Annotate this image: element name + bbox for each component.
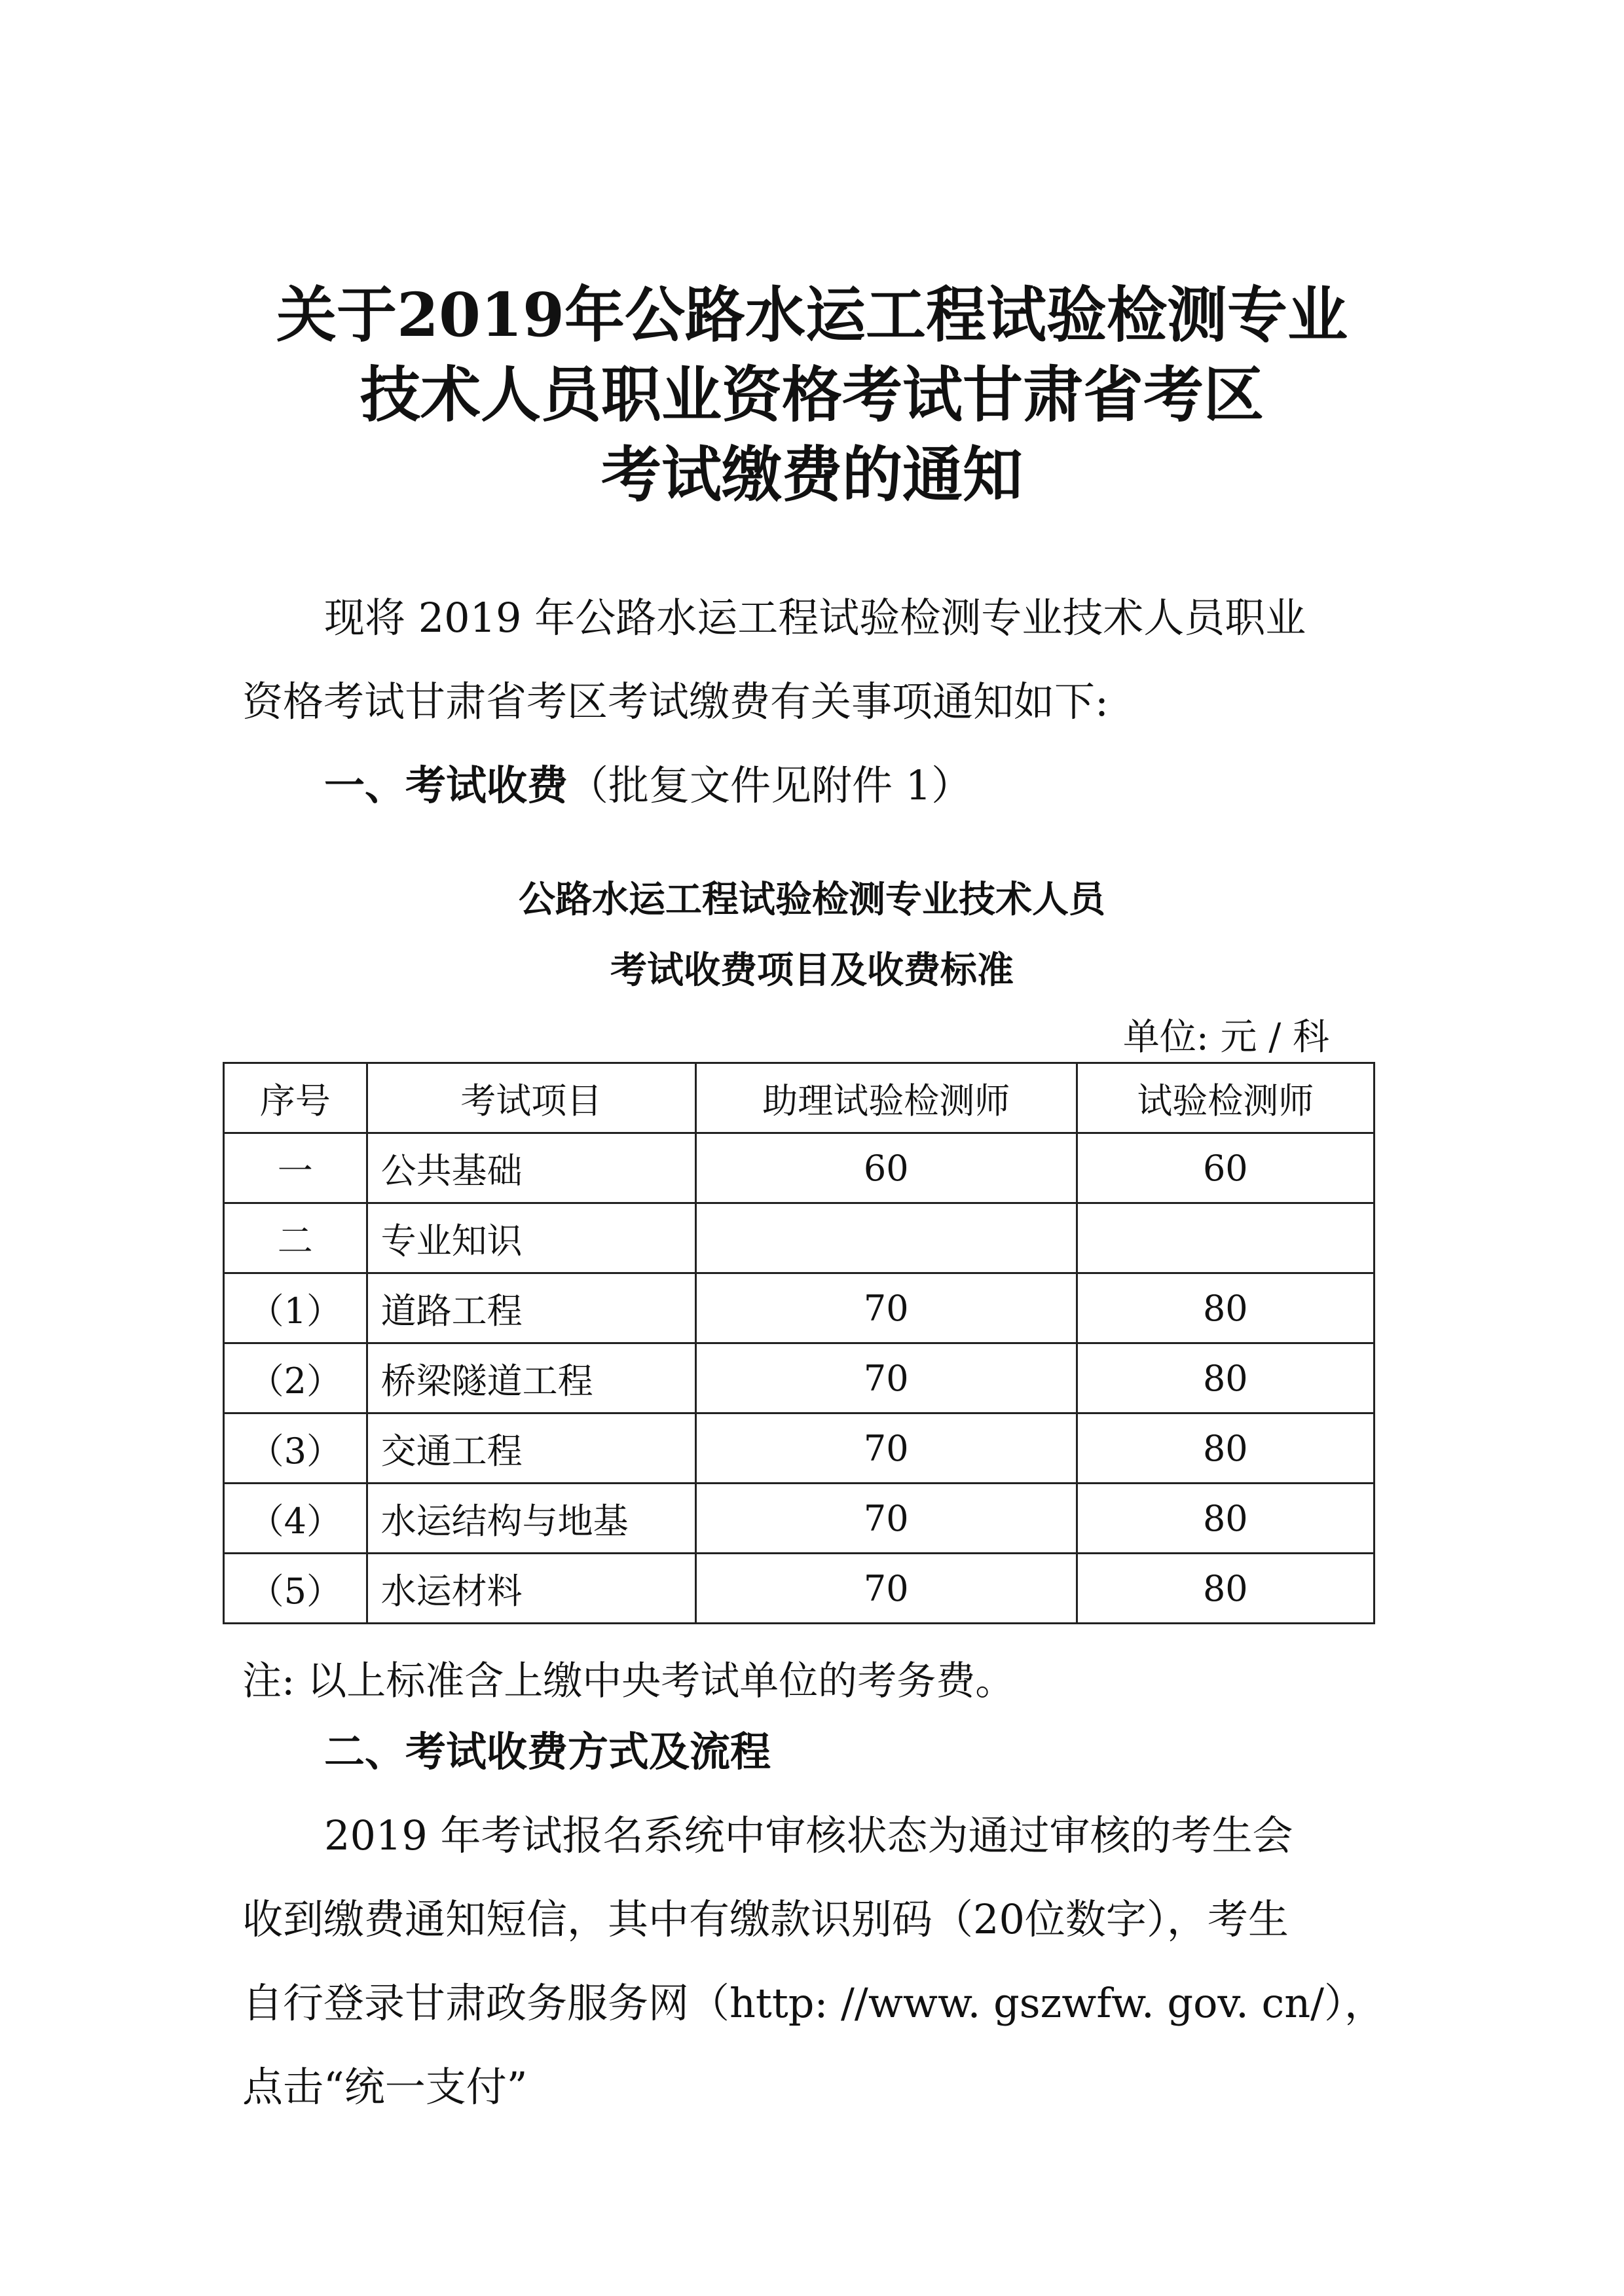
cell-no: （4） (224, 1484, 367, 1554)
cell-assistant-fee (695, 1203, 1077, 1273)
cell-no: （2） (224, 1343, 367, 1413)
cell-item: 桥梁隧道工程 (367, 1343, 695, 1413)
header-item: 考试项目 (367, 1063, 695, 1133)
table-row (224, 1484, 1375, 1554)
table-header-row (224, 1063, 1375, 1133)
table-footnote: 注: 以上标准含上缴中央考试单位的考务费。 (242, 1658, 1015, 1704)
section2-line: 自行登录甘肃政务服务网（http: //www. gszwfw. gov. cn/）， (242, 1979, 1386, 2027)
table-row (224, 1413, 1375, 1484)
title-line: 关于2019年公路水运工程试验检测专业 (276, 280, 1348, 350)
table-title (0, 864, 1624, 1006)
document-title (0, 275, 1624, 515)
section1-heading-line (242, 744, 1356, 828)
cell-engineer-fee: 60 (1077, 1133, 1374, 1203)
section1-heading: 一、考试收费 (324, 761, 568, 809)
section2-paragraph (242, 1710, 1386, 2129)
section2-line: 点击“统一支付” (242, 2063, 528, 2111)
title-line: 考试缴费的通知 (600, 439, 1023, 510)
table-title-line: 公路水运工程试验检测专业技术人员 (519, 878, 1105, 921)
cell-engineer-fee: 80 (1077, 1413, 1374, 1484)
cell-no: （1） (224, 1273, 367, 1343)
cell-engineer-fee: 80 (1077, 1554, 1374, 1624)
cell-item: 水运材料 (367, 1554, 695, 1624)
cell-engineer-fee (1077, 1203, 1374, 1273)
cell-engineer-fee: 80 (1077, 1273, 1374, 1343)
cell-engineer-fee: 80 (1077, 1484, 1374, 1554)
intro-line: 现将 2019 年公路水运工程试验检测专业技术人员职业 (324, 594, 1306, 642)
cell-item: 公共基础 (367, 1133, 695, 1203)
table-row (224, 1203, 1375, 1273)
cell-assistant-fee: 70 (695, 1273, 1077, 1343)
section1-note: （批复文件见附件 1） (568, 761, 972, 809)
fee-table (223, 1062, 1375, 1624)
table-row (224, 1273, 1375, 1343)
cell-item: 道路工程 (367, 1273, 695, 1343)
cell-item: 水运结构与地基 (367, 1484, 695, 1554)
section2-heading: 二、考试收费方式及流程 (324, 1728, 771, 1776)
cell-engineer-fee: 80 (1077, 1343, 1374, 1413)
table-row (224, 1343, 1375, 1413)
cell-assistant-fee: 70 (695, 1554, 1077, 1624)
cell-assistant-fee: 60 (695, 1133, 1077, 1203)
table-title-line: 考试收费项目及收费标准 (610, 949, 1014, 992)
section2-line: 2019 年考试报名系统中审核状态为通过审核的考生会 (324, 1812, 1293, 1859)
title-line: 技术人员职业资格考试甘肃省考区 (360, 359, 1264, 430)
cell-item: 专业知识 (367, 1203, 695, 1273)
cell-no: （5） (224, 1554, 367, 1624)
cell-no: 一 (224, 1133, 367, 1203)
table-unit: 单位: 元 / 科 (1122, 1016, 1329, 1059)
header-no: 序号 (224, 1063, 367, 1133)
cell-assistant-fee: 70 (695, 1484, 1077, 1554)
intro-line: 资格考试甘肃省考区考试缴费有关事项通知如下: (242, 678, 1109, 725)
cell-item: 交通工程 (367, 1413, 695, 1484)
cell-no: （3） (224, 1413, 367, 1484)
cell-no: 二 (224, 1203, 367, 1273)
section2-line: 收到缴费通知短信，其中有缴款识别码（20位数字），考生 (242, 1895, 1289, 1943)
header-engineer: 试验检测师 (1077, 1063, 1374, 1133)
cell-assistant-fee: 70 (695, 1413, 1077, 1484)
table-row (224, 1554, 1375, 1624)
table-row (224, 1133, 1375, 1203)
header-assistant: 助理试验检测师 (695, 1063, 1077, 1133)
cell-assistant-fee: 70 (695, 1343, 1077, 1413)
intro-paragraph (242, 576, 1356, 828)
